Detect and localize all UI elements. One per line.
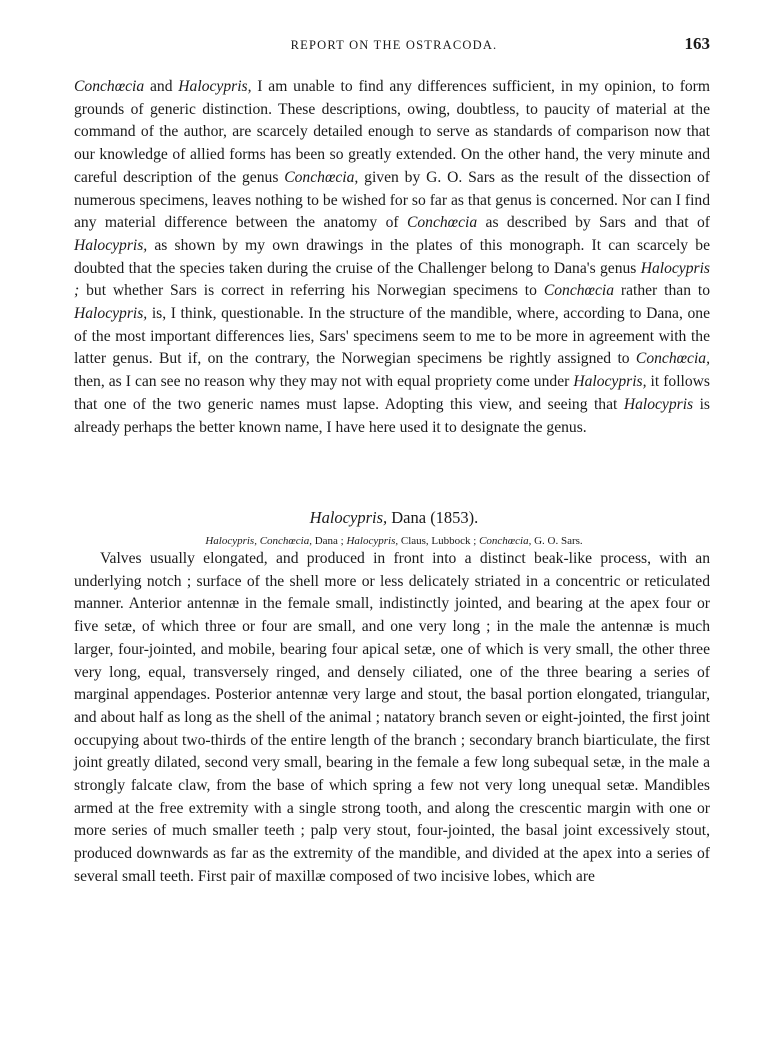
section-title: Halocypris, Dana (1853). bbox=[309, 508, 479, 527]
running-title: REPORT ON THE OSTRACODA. bbox=[290, 38, 498, 52]
genus-description bbox=[74, 548, 710, 889]
continuation-paragraph: Conchœcia and Halocypris, I am unable to find any differences sufficient, in my opinion, to form grounds of generic distinction. These descriptions, owing, doubtless, to paucity of material at the command of the author, are scarcely detailed enough to serve as standards of comparison now that our knowledge of allied forms has been so greatly extended. On the other hand, the very minute and careful description of the genus Conchœcia, given by G. O. Sars as the result of the dissection of numerous specimens, leaves nothing to be wished for so far as that genus is concerned. Nor can I find any material difference between the anatomy of Conchœcia as described by Sars and that of Halocypris, as shown by my own drawings in the plates of this monograph. It can scarcely be doubted that the species taken during the cruise of the Challenger belong to Dana's genus Halocypris ; but whether Sars is correct in referring his Norwegian specimens to Conchœcia rather than to Halocypris, is, I think, questionable. In the structure of the mandible, where, according to Dana, one of the most important differences lies, Sars' specimens seem to me to be more in agreement with the latter genus. But if, on the contrary, the Norwegian specimens be rightly assigned to Conchœcia, then, as I can see no reason why they may not with equal propriety come under Halocypris, it follows that one of the two generic names must lapse. Adopting this view, and seeing that Halocypris is already perhaps the better known name, I have here used it to designate the genus. bbox=[74, 78, 711, 436]
page-number: 163 bbox=[684, 34, 710, 53]
synonymy-line: Halocypris, Conchœcia, Dana ; Halocypris, Claus, Lubbock ; Conchœcia, G. O. Sars. bbox=[205, 535, 583, 547]
description-paragraph: Valves usually elongated, and produced in front into a distinct beak-like process, with an underlying notch ; surface of the shell more or less delicately striated in a concentric or reticulated manner. Anterior antennæ in the female small, indistinctly jointed, and bearing at the apex four or five setæ, of which three or four are small, and one very long ; in the male the antennæ is much larger, four-jointed, and mobile, bearing four apical setæ, one of which is very small, the other three very long, equal, transversely ringed, and densely ciliated, one of the three bearing a series of marginal appendages. Posterior antennæ very large and stout, the basal portion elongated, triangular, and about half as long as the shell of the animal ; natatory branch seven or eight-jointed, the first joint occupying about two-thirds of the entire length of the branch ; secondary branch biarticulate, the first joint greatly dilated, second very small, bearing in the female a few long subequal setæ, in the male a strongly falcate claw, from the base of which spring a few not very long unequal setæ. Mandibles armed at the free extremity with a single strong tooth, and along the crescentic margin with one or more series of much smaller teeth ; palp very stout, four-jointed, the basal joint excessively stout, produced downwards as far as the extremity of the mandible, and divided at the apex into a series of several small teeth. First pair of maxillæ composed of two incisive lobes, which are bbox=[74, 550, 710, 885]
